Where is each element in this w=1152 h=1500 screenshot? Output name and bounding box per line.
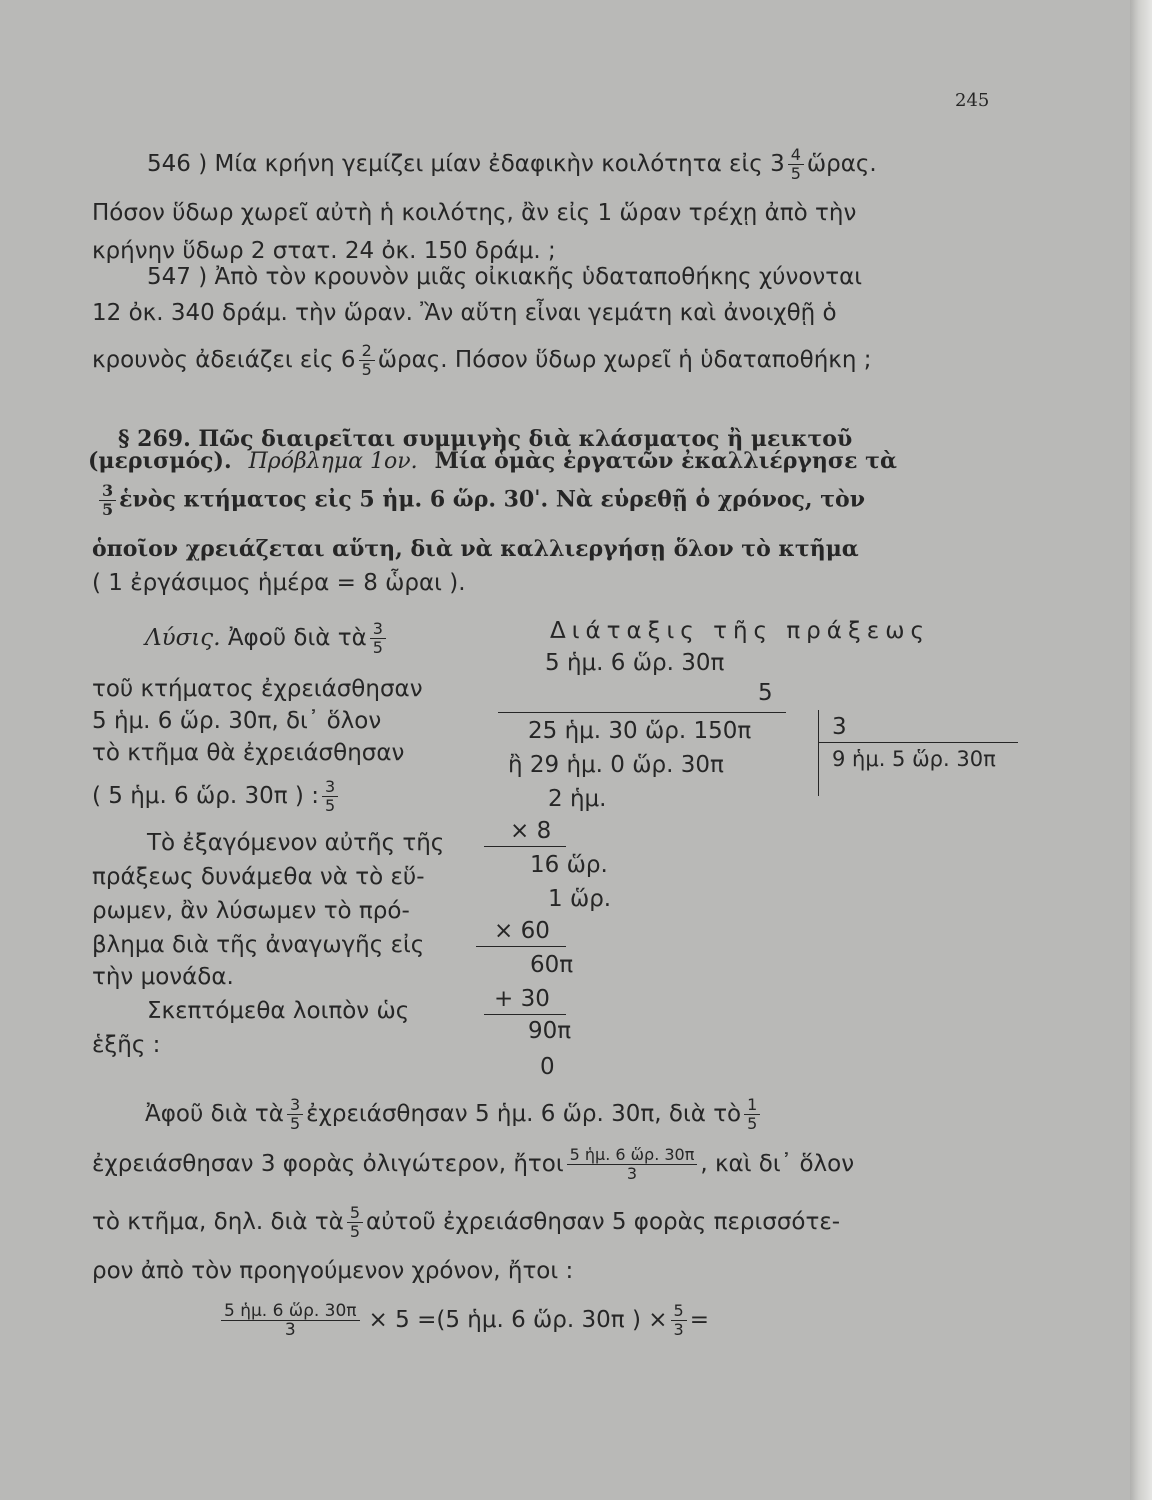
section-heading-line-3: $\frac{3}{5}$ ἑνὸς κτήματος εἰς 5 ἡμ. 6 ὥρ. 30ˈ. Νὰ εὑρεθῇ ὁ χρόνος, τὸν: [96, 482, 865, 519]
page-number: 245: [955, 90, 990, 111]
arrangement-16-hours: 16 ὥρ.: [530, 852, 608, 878]
solution-line-3: 5 ἡμ. 6 ὥρ. 30π, δι᾽ ὅλον: [92, 708, 382, 734]
arrangement-product: 25 ἡμ. 30 ὥρ. 150π: [528, 718, 752, 744]
arrangement-rule-4: [484, 1014, 566, 1015]
arrangement-normalized: ἢ 29 ἡμ. 0 ὥρ. 30π: [508, 752, 724, 778]
arrangement-times-8: × 8: [510, 818, 552, 844]
arrangement-quotient: 9 ἡμ. 5 ὥρ. 30π: [832, 747, 996, 771]
arrangement-1-hour: 1 ὥρ.: [548, 886, 612, 912]
arrangement-remainder-days: 2 ἡμ.: [548, 786, 607, 812]
solution-line-11: Σκεπτόμεθα λοιπὸν ὡς: [147, 998, 410, 1024]
problem-546-line-3: κρήνην ὕδωρ 2 στατ. 24 ὀκ. 150 δράμ. ;: [92, 238, 556, 264]
solution-line-10: τὴν μονάδα.: [92, 964, 234, 990]
arrangement-zero: 0: [540, 1054, 555, 1080]
solution-line-2: τοῦ κτήματος ἐχρειάσθησαν: [92, 676, 423, 702]
arrangement-60-min: 60π: [530, 952, 574, 978]
section-note: ( 1 ἐργάσιμος ἡμέρα = 8 ὧραι ).: [92, 570, 466, 596]
solution-line-6: Τὸ ἐξαγόμενον αὐτῆς τῆς: [147, 830, 445, 856]
conclusion-line-2: ἐχρειάσθησαν 3 φορὰς ὀλιγώτερον, ἤτοι $\frac{\text{5 ἡμ. 6 ὥρ. 30π}}{3}$ , καὶ δι᾽ ὅλον: [92, 1145, 855, 1183]
problem-547-line-2: 12 ὀκ. 340 δράμ. τὴν ὥραν. Ἂν αὕτη εἶναι γεμάτη καὶ ἀνοιχθῇ ὁ: [92, 300, 837, 326]
solution-line-9: βλημα διὰ τῆς ἀναγωγῆς εἰς: [92, 932, 425, 958]
solution-line-8: ρωμεν, ἂν λύσωμεν τὸ πρό-: [92, 898, 410, 924]
section-heading-line-1: § 269. Πῶς διαιρεῖται συμμιγὴς διὰ κλάσματος ἢ μεικτοῦ: [118, 426, 853, 452]
section-heading-line-4: ὁποῖον χρειάζεται αὕτη, διὰ νὰ καλλιεργήσῃ ὅλον τὸ κτῆμα: [92, 536, 859, 562]
arrangement-rule-2: [484, 846, 566, 847]
solution-line-5: ( 5 ἡμ. 6 ὥρ. 30π ) : $\frac{3}{5}$: [92, 778, 341, 815]
conclusion-line-4: ρον ἀπὸ τὸν προηγούμενον χρόνον, ἤτοι :: [92, 1258, 574, 1284]
problem-546-line-1: 546 ) Μία κρήνη γεμίζει μίαν ἐδαφικὴν κοιλότητα εἰς 3 $\frac{4}{5}$ ὥρας.: [147, 145, 877, 183]
arrangement-90-min: 90π: [528, 1018, 572, 1044]
conclusion-line-1: Ἀφοῦ διὰ τὰ $\frac{3}{5}$ ἐχρειάσθησαν 5 ἡμ. 6 ὥρ. 30π, διὰ τὸ $\frac{1}{5}$: [145, 1096, 763, 1133]
division-bar-vertical: [818, 710, 819, 796]
arrangement-rule-3: [476, 946, 566, 947]
solution-line-12: ἑξῆς :: [92, 1032, 161, 1058]
arrangement-title: Διάταξις τῆς πράξεως: [550, 618, 930, 644]
solution-line-4: τὸ κτῆμα θὰ ἐχρειάσθησαν: [92, 740, 405, 766]
problem-547-line-1: 547 ) Ἀπὸ τὸν κρουνὸν μιᾶς οἰκιακῆς ὑδαταποθήκης χύνονται: [147, 264, 863, 290]
arrangement-dividend: 5 ἡμ. 6 ὥρ. 30π: [545, 650, 725, 676]
division-bar-horizontal: [818, 742, 1018, 743]
arrangement-multiplier: 5: [758, 680, 773, 706]
arrangement-divisor: 3: [832, 714, 847, 740]
problem-547-line-3: κρουνὸς ἀδειάζει εἰς 6 $\frac{2}{5}$ ὥρας. Πόσον ὕδωρ χωρεῖ ἡ ὑδαταποθήκη ;: [92, 341, 872, 379]
arrangement-rule-1: [498, 712, 786, 713]
problem-546-line-2: Πόσον ὕδωρ χωρεῖ αὐτὴ ἡ κοιλότης, ἂν εἰς 1 ὥραν τρέχῃ ἀπὸ τὴν: [92, 200, 857, 226]
conclusion-line-5: $\frac{\text{5 ἡμ. 6 ὥρ. 30π}}{3}$ × 5 =(5 ἡμ. 6 ὥρ. 30π ) × $\frac{5}{3}$ =: [218, 1302, 709, 1339]
arrangement-plus-30: + 30: [494, 986, 550, 1012]
arrangement-times-60: × 60: [494, 918, 550, 944]
solution-line-1: Λύσις. Ἀφοῦ διὰ τὰ $\frac{3}{5}$: [145, 620, 389, 657]
conclusion-line-3: τὸ κτῆμα, δηλ. διὰ τὰ $\frac{5}{5}$ αὐτοῦ ἐχρειάσθησαν 5 φορὰς περισσότε-: [92, 1203, 841, 1241]
section-heading-line-2: (μερισμός). Πρόβλημα 1ον. Μία ὁμὰς ἐργατῶν ἐκαλλιέργησε τὰ: [88, 448, 897, 474]
page-edge: [1130, 0, 1152, 1500]
solution-line-7: πράξεως δυνάμεθα νὰ τὸ εὕ-: [92, 864, 425, 890]
